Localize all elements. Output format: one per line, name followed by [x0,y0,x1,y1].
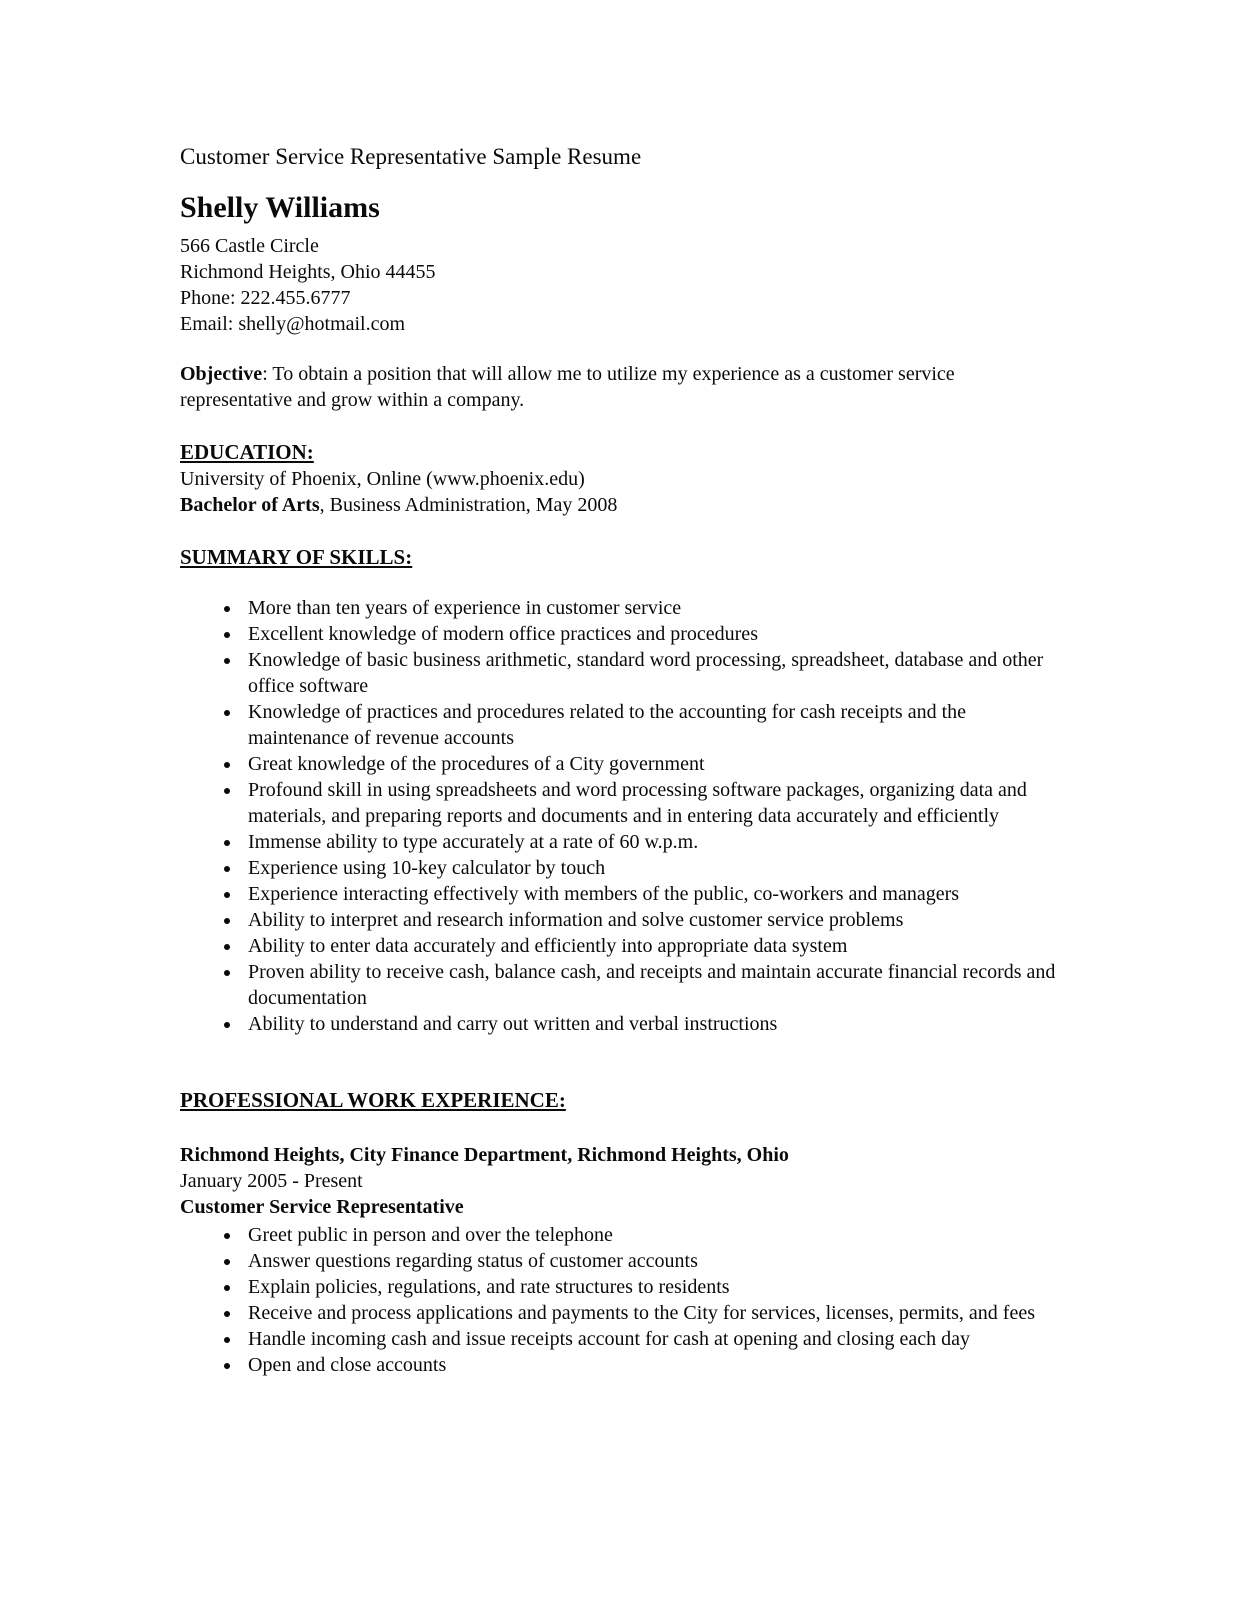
list-item: • Greet public in person and over the telephone [242,1222,1066,1248]
list-item: • Experience using 10-key calculator by touch [242,855,1066,881]
header-block [180,191,1066,337]
experience-dates: January 2005 - Present [180,1170,363,1192]
list-item: • Explain policies, regulations, and rate structures to residents [242,1274,1066,1300]
person-name: Shelly Williams [180,191,380,224]
section-heading-experience: PROFESSIONAL WORK EXPERIENCE: [180,1088,566,1112]
list-item: • Handle incoming cash and issue receipts account for cash at opening and closing each day [242,1326,1066,1352]
list-item: • Ability to understand and carry out written and verbal instructions [242,1011,1066,1037]
list-item: • Great knowledge of the procedures of a City government [242,751,1066,777]
list-item: • More than ten years of experience in customer service [242,595,1066,621]
phone-line: Phone: 222.455.6777 [180,287,351,309]
list-item: • Open and close accounts [242,1352,1066,1378]
address-line-1: 566 Castle Circle [180,235,319,257]
section-heading-skills: SUMMARY OF SKILLS: [180,545,413,569]
list-item: • Knowledge of basic business arithmetic, standard word processing, spreadsheet, database and other office software [242,647,1066,699]
list-item: • Knowledge of practices and procedures related to the accounting for cash receipts and the maintenance of revenue accounts [242,699,1066,751]
list-item: • Ability to enter data accurately and efficiently into appropriate data system [242,933,1066,959]
page-title: Customer Service Representative Sample Resume [180,144,642,169]
list-item: • Excellent knowledge of modern office practices and procedures [242,621,1066,647]
experience-section [180,1087,1066,1378]
list-item: • Ability to interpret and research information and solve customer service problems [242,907,1066,933]
list-item: • Experience interacting effectively with members of the public, co-workers and managers [242,881,1066,907]
objective-text: : To obtain a position that will allow me to utilize my experience as a customer service representative and grow within a company. [180,363,955,411]
education-section [180,439,1066,518]
education-degree-rest: , Business Administration, May 2008 [319,494,618,516]
experience-employer: Richmond Heights, City Finance Department, Richmond Heights, Ohio [180,1144,789,1166]
address-line-2: Richmond Heights, Ohio 44455 [180,261,436,283]
list-item: • Answer questions regarding status of customer accounts [242,1248,1066,1274]
skills-section [180,544,1066,1037]
list-item: • Proven ability to receive cash, balance cash, and receipts and maintain accurate financial records and documentation [242,959,1066,1011]
list-item: • Receive and process applications and payments to the City for services, licenses, permits, and fees [242,1300,1066,1326]
section-heading-education: EDUCATION: [180,440,314,464]
skills-list [180,595,1066,1037]
email-line: Email: shelly@hotmail.com [180,313,406,335]
education-degree [180,492,1066,518]
experience-job-title: Customer Service Representative [180,1196,464,1218]
list-item: • Profound skill in using spreadsheets and word processing software packages, organizing data and materials, and preparing reports and documents and in entering data accurately and efficiently [242,777,1066,829]
objective-label: Objective [180,363,263,385]
experience-list [180,1222,1066,1378]
list-item: • Immense ability to type accurately at a rate of 60 w.p.m. [242,829,1066,855]
education-degree-bold: Bachelor of Arts [180,494,320,516]
objective-paragraph [180,361,1066,413]
education-school: University of Phoenix, Online (www.phoenix.edu) [180,468,585,490]
